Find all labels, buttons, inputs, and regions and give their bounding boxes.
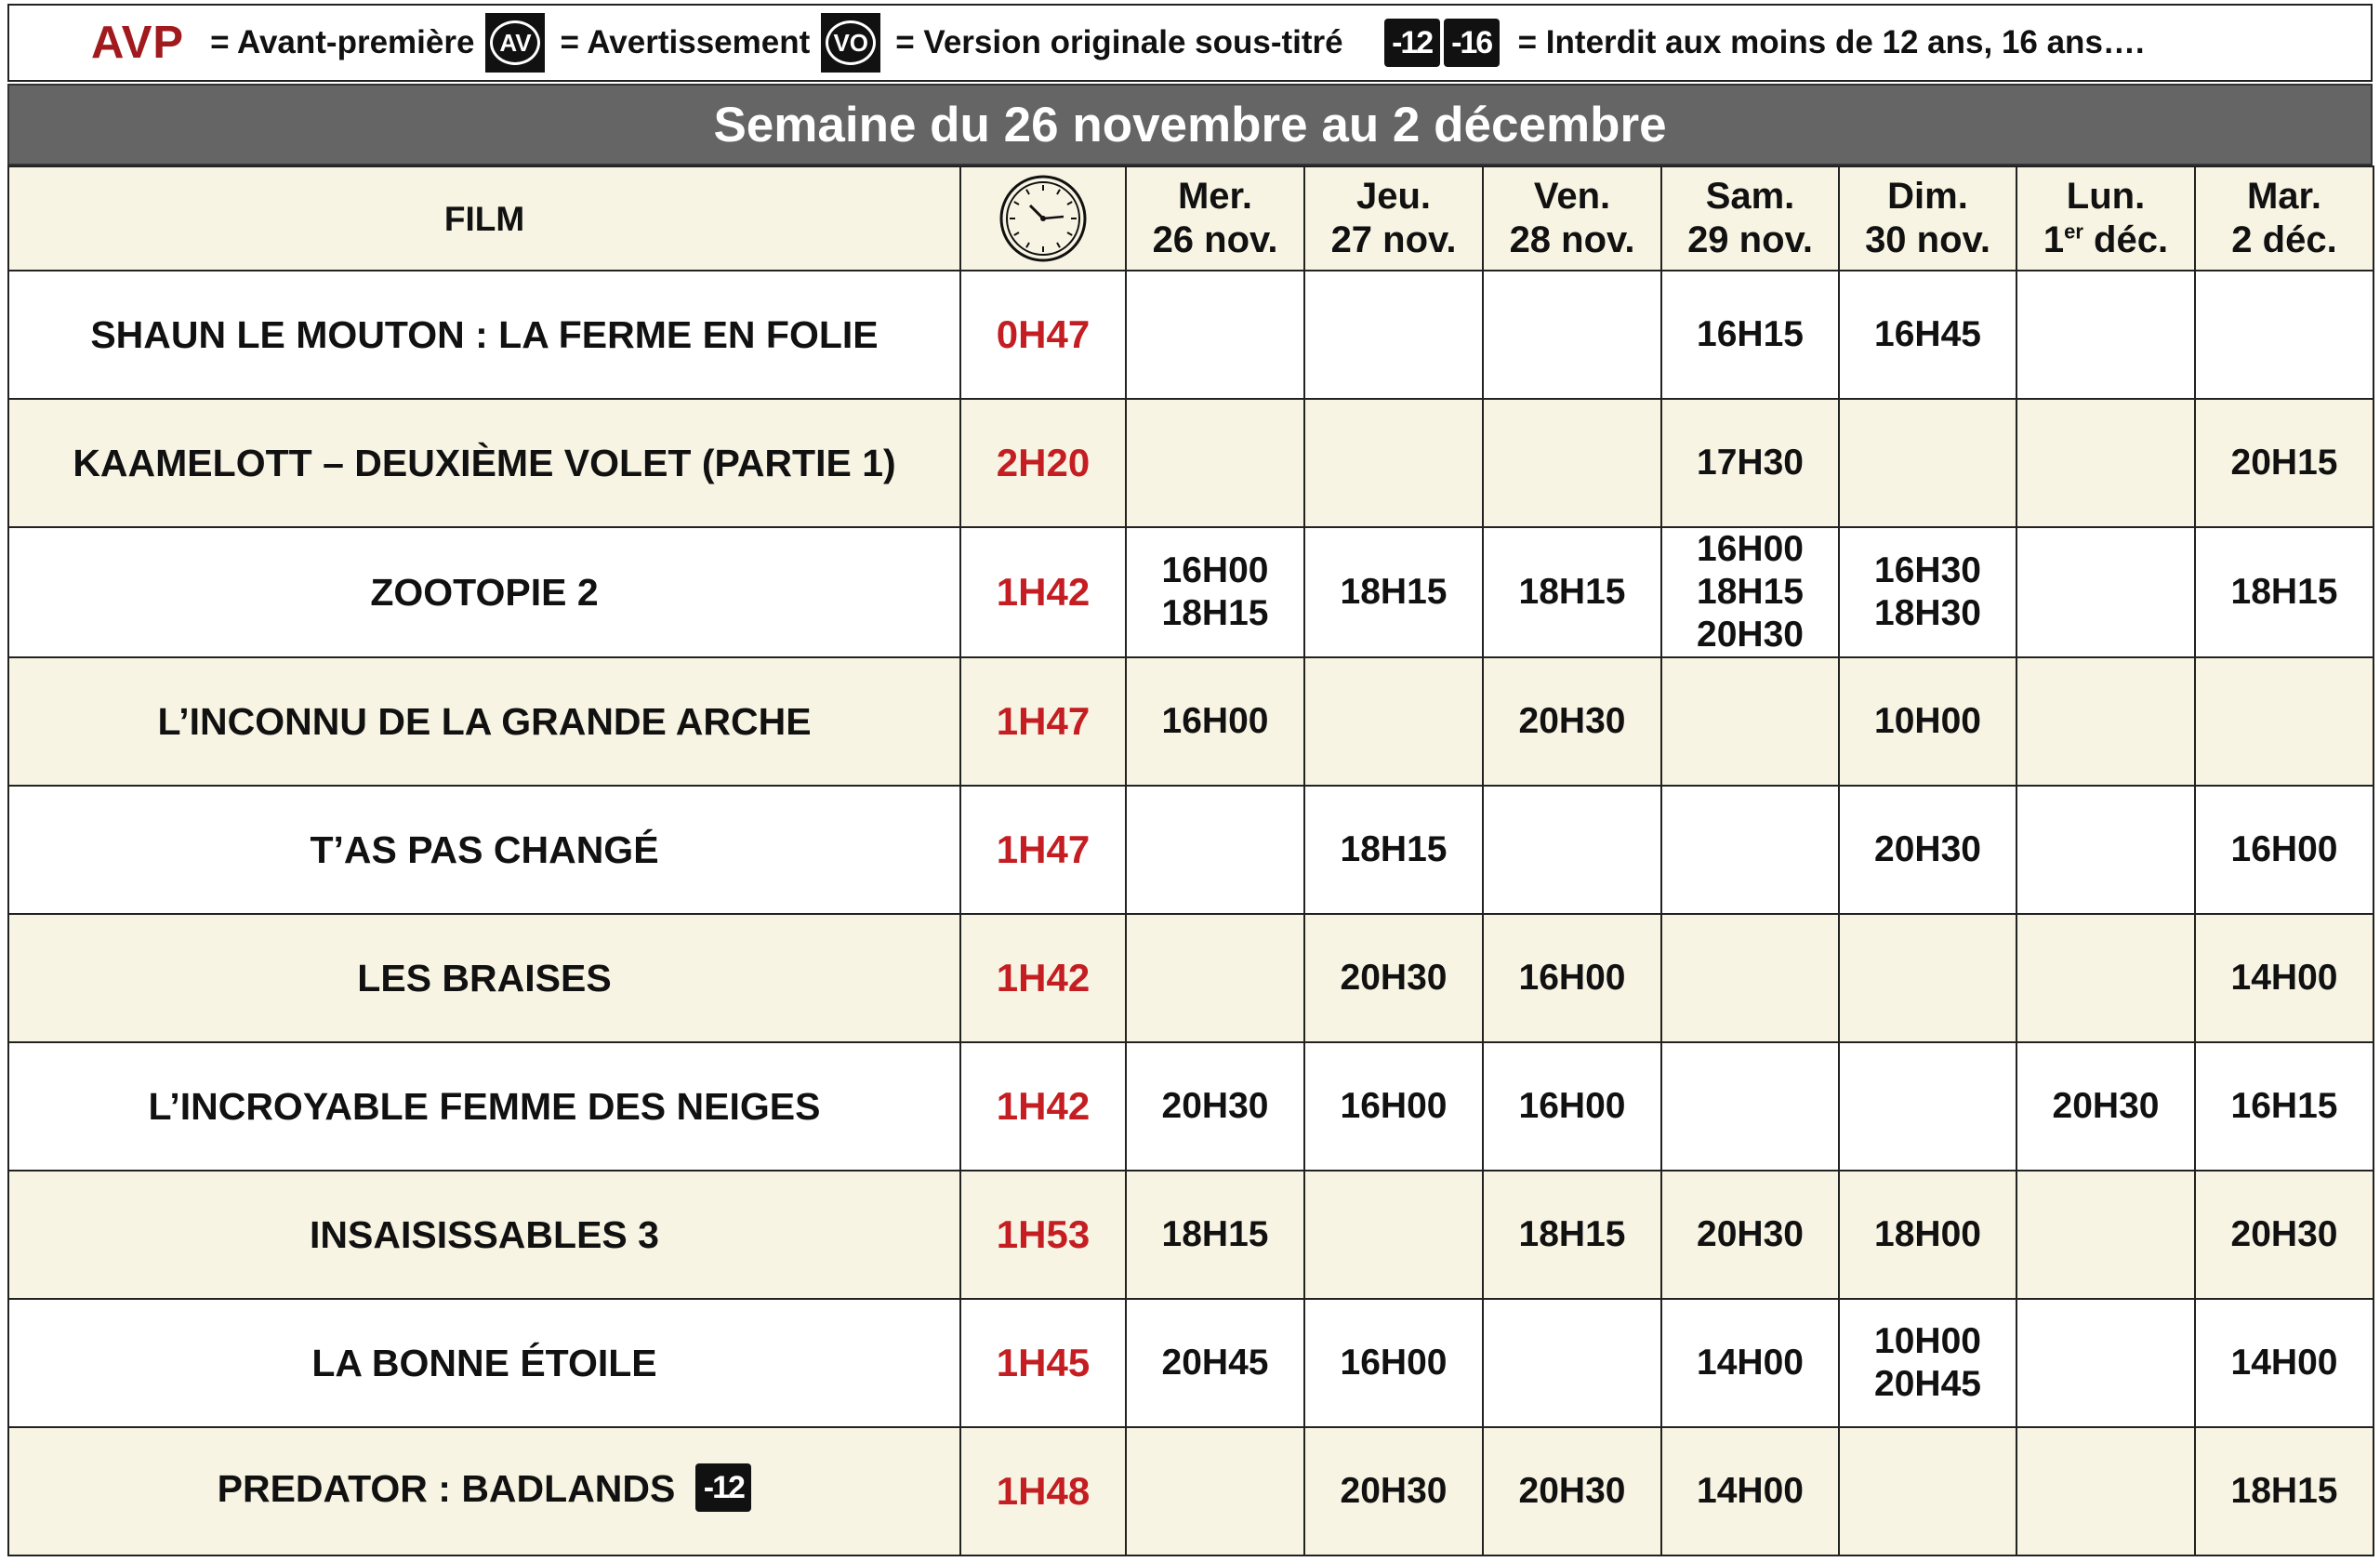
showtime: 18H15 — [2230, 572, 2338, 612]
day-header-wed: Mer. 26 nov. — [1126, 166, 1304, 271]
showtime: 20H30 — [1161, 1086, 1269, 1126]
age-12-badge-icon: -12 — [1384, 19, 1440, 67]
showtime: 17H30 — [1697, 443, 1804, 483]
vo-badge-label: VO — [826, 20, 876, 65]
film-title: LA BONNE ÉTOILE — [311, 1341, 657, 1384]
showtime-cell — [1661, 1427, 1839, 1555]
film-title: PREDATOR : BADLANDS — [217, 1466, 676, 1510]
showtime: 16H00 — [1340, 1343, 1448, 1383]
showtime-cell — [1304, 1042, 1483, 1171]
showtime-cell — [1661, 271, 1839, 399]
av-badge-icon — [485, 13, 545, 73]
showtime: 16H00 — [1340, 1086, 1448, 1126]
showtime: 10H00 — [1874, 701, 1981, 741]
showtime-cell — [1126, 1042, 1304, 1171]
film-title-cell — [8, 1171, 960, 1299]
showtime-cell — [1661, 786, 1839, 914]
film-title: LES BRAISES — [357, 956, 612, 999]
showtime-cell — [1483, 1427, 1661, 1555]
showtime-cell — [2195, 271, 2373, 399]
age-rating-badge-icon: -12 — [695, 1463, 751, 1512]
showtime: 16H30 — [1874, 550, 1981, 590]
showtime-cell — [2195, 1171, 2373, 1299]
film-duration: 1H48 — [960, 1427, 1126, 1555]
showtime-cell — [1839, 657, 2016, 786]
showtime-cell — [1304, 657, 1483, 786]
film-title: T’AS PAS CHANGÉ — [310, 827, 659, 871]
showtime-cell — [1304, 1299, 1483, 1427]
day-header-tue: Mar. 2 déc. — [2195, 166, 2373, 271]
age-legend-text: = Interdit aux moins de 12 ans, 16 ans…. — [1517, 24, 2145, 60]
film-title-cell — [8, 786, 960, 914]
showtime-cell — [1483, 399, 1661, 527]
vo-legend-text: = Version originale sous-titré — [895, 24, 1343, 60]
showtime: 20H15 — [2230, 443, 2338, 483]
showtime: 16H15 — [2230, 1086, 2338, 1126]
showtime-cell — [1126, 657, 1304, 786]
film-duration: 0H47 — [960, 271, 1126, 399]
showtime: 16H00 — [1161, 550, 1269, 590]
day-header-sun: Dim. 30 nov. — [1839, 166, 2016, 271]
film-title-cell — [8, 914, 960, 1042]
week-title: Semaine du 26 novembre au 2 décembre — [7, 84, 2373, 165]
film-title-cell — [8, 1427, 960, 1555]
film-title: L’INCONNU DE LA GRANDE ARCHE — [157, 699, 812, 743]
film-row — [8, 399, 2373, 527]
day-header-fri: Ven. 28 nov. — [1483, 166, 1661, 271]
legend-bar — [7, 4, 2373, 82]
showtime: 18H15 — [1697, 572, 1804, 612]
showtime-cell — [1126, 527, 1304, 657]
showtime: 18H15 — [2230, 1471, 2338, 1511]
day-header-thu: Jeu. 27 nov. — [1304, 166, 1483, 271]
showtime-cell — [1483, 1171, 1661, 1299]
showtime: 18H15 — [1340, 572, 1448, 612]
showtime-cell — [1661, 1171, 1839, 1299]
showtime-cell — [1126, 399, 1304, 527]
film-title: SHAUN LE MOUTON : LA FERME EN FOLIE — [90, 312, 879, 356]
showtime: 20H45 — [1161, 1343, 1269, 1383]
showtime-cell — [1661, 657, 1839, 786]
header-row — [8, 166, 2373, 271]
showtime-cell — [1839, 914, 2016, 1042]
showtime-cell — [2195, 527, 2373, 657]
showtime: 14H00 — [1697, 1343, 1804, 1383]
showtime-cell — [2016, 1042, 2195, 1171]
clock-icon — [998, 174, 1088, 263]
film-row — [8, 1299, 2373, 1427]
showtime-cell — [1304, 786, 1483, 914]
showtime-cell — [2195, 657, 2373, 786]
showtime: 20H30 — [1340, 958, 1448, 998]
film-duration: 1H53 — [960, 1171, 1126, 1299]
showtime-cell — [2016, 399, 2195, 527]
showtime: 10H00 — [1874, 1321, 1981, 1361]
showtime-cell — [1483, 657, 1661, 786]
showtime-cell — [1661, 1042, 1839, 1171]
duration-column-header — [960, 166, 1126, 271]
showtime: 16H00 — [1518, 1086, 1626, 1126]
showtime-cell — [2016, 1171, 2195, 1299]
showtime-cell — [1126, 914, 1304, 1042]
film-column-header: FILM — [8, 166, 960, 271]
showtime-cell — [1483, 914, 1661, 1042]
film-row — [8, 1427, 2373, 1555]
film-duration: 1H42 — [960, 914, 1126, 1042]
showtime: 20H30 — [1340, 1471, 1448, 1511]
showtime: 18H15 — [1340, 829, 1448, 869]
showtime: 20H45 — [1874, 1364, 1981, 1404]
showtime-cell — [1661, 527, 1839, 657]
showtime-cell — [1304, 914, 1483, 1042]
showtime-cell — [2016, 271, 2195, 399]
showtime-cell — [1304, 527, 1483, 657]
day-header-mon: Lun. 1er déc. — [2016, 166, 2195, 271]
showtime-cell — [1304, 1427, 1483, 1555]
film-duration: 1H47 — [960, 786, 1126, 914]
schedule-table — [7, 165, 2374, 1556]
showtime: 16H00 — [1518, 958, 1626, 998]
showtime: 20H30 — [1697, 1214, 1804, 1254]
showtime-cell — [2195, 1042, 2373, 1171]
showtime: 18H30 — [1874, 593, 1981, 633]
showtime-cell — [1661, 399, 1839, 527]
showtime: 18H00 — [1874, 1214, 1981, 1254]
showtime: 14H00 — [2230, 1343, 2338, 1383]
film-title: INSAISISSABLES 3 — [310, 1212, 659, 1256]
showtime-cell — [2195, 399, 2373, 527]
film-title-cell — [8, 657, 960, 786]
showtime: 20H30 — [1874, 829, 1981, 869]
showtime: 16H00 — [1697, 529, 1804, 569]
film-duration: 1H47 — [960, 657, 1126, 786]
showtime-cell — [2016, 527, 2195, 657]
showtime-cell — [1126, 1427, 1304, 1555]
showtime-cell — [1483, 527, 1661, 657]
film-row — [8, 527, 2373, 657]
showtime-cell — [1126, 271, 1304, 399]
showtime-cell — [1839, 1427, 2016, 1555]
showtime-cell — [1661, 1299, 1839, 1427]
schedule-body — [8, 271, 2373, 1555]
showtime: 20H30 — [2230, 1214, 2338, 1254]
showtime: 20H30 — [1697, 615, 1804, 655]
showtime-cell — [2016, 657, 2195, 786]
film-title-cell — [8, 271, 960, 399]
day-header-sat: Sam. 29 nov. — [1661, 166, 1839, 271]
showtime-cell — [2195, 1299, 2373, 1427]
showtime: 16H15 — [1697, 314, 1804, 354]
showtime-cell — [2016, 1299, 2195, 1427]
avp-label: AVP — [91, 18, 185, 68]
showtime-cell — [1126, 1299, 1304, 1427]
showtime-cell — [1839, 1171, 2016, 1299]
showtime-cell — [1483, 786, 1661, 914]
showtime-cell — [1483, 1042, 1661, 1171]
showtime: 14H00 — [2230, 958, 2338, 998]
showtime-cell — [1304, 399, 1483, 527]
showtime-cell — [2195, 914, 2373, 1042]
vo-badge-icon — [821, 13, 880, 73]
film-row — [8, 657, 2373, 786]
film-duration: 1H42 — [960, 1042, 1126, 1171]
av-legend-text: = Avertissement — [560, 24, 811, 60]
film-duration: 2H20 — [960, 399, 1126, 527]
film-row — [8, 1171, 2373, 1299]
showtime: 18H15 — [1161, 593, 1269, 633]
film-duration: 1H42 — [960, 527, 1126, 657]
showtime-cell — [1839, 786, 2016, 914]
showtime-cell — [1304, 1171, 1483, 1299]
film-title: KAAMELOTT – DEUXIÈME VOLET (PARTIE 1) — [73, 441, 896, 484]
showtime: 20H30 — [1518, 1471, 1626, 1511]
showtime-cell — [2016, 914, 2195, 1042]
showtime-cell — [1839, 527, 2016, 657]
showtime: 14H00 — [1697, 1471, 1804, 1511]
showtime: 20H30 — [2052, 1086, 2160, 1126]
showtime-cell — [1126, 786, 1304, 914]
age-16-badge-icon: -16 — [1444, 19, 1500, 67]
film-row — [8, 914, 2373, 1042]
avp-legend-text: = Avant-première — [210, 24, 475, 60]
showtime: 18H15 — [1161, 1214, 1269, 1254]
film-title: ZOOTOPIE 2 — [370, 570, 599, 614]
film-row — [8, 1042, 2373, 1171]
showtime-cell — [1839, 1299, 2016, 1427]
film-title: L’INCROYABLE FEMME DES NEIGES — [148, 1084, 821, 1128]
showtime-cell — [2195, 1427, 2373, 1555]
showtime-cell — [1483, 1299, 1661, 1427]
film-title-cell — [8, 527, 960, 657]
showtime-cell — [2016, 786, 2195, 914]
film-duration: 1H45 — [960, 1299, 1126, 1427]
showtime-cell — [1839, 399, 2016, 527]
showtime-cell — [2195, 786, 2373, 914]
showtime-cell — [1483, 271, 1661, 399]
showtime: 18H15 — [1518, 572, 1626, 612]
av-badge-label: AV — [490, 20, 540, 65]
showtime: 16H45 — [1874, 314, 1981, 354]
showtime: 18H15 — [1518, 1214, 1626, 1254]
film-title-cell — [8, 1042, 960, 1171]
showtime: 16H00 — [2230, 829, 2338, 869]
showtime-cell — [1304, 271, 1483, 399]
showtime: 20H30 — [1518, 701, 1626, 741]
showtime-cell — [1126, 1171, 1304, 1299]
film-row — [8, 271, 2373, 399]
showtime-cell — [2016, 1427, 2195, 1555]
showtime-cell — [1661, 914, 1839, 1042]
film-row — [8, 786, 2373, 914]
showtime-cell — [1839, 271, 2016, 399]
film-title-cell — [8, 399, 960, 527]
showtime: 16H00 — [1161, 701, 1269, 741]
showtime-cell — [1839, 1042, 2016, 1171]
age-badges — [1384, 19, 1500, 67]
film-title-cell — [8, 1299, 960, 1427]
